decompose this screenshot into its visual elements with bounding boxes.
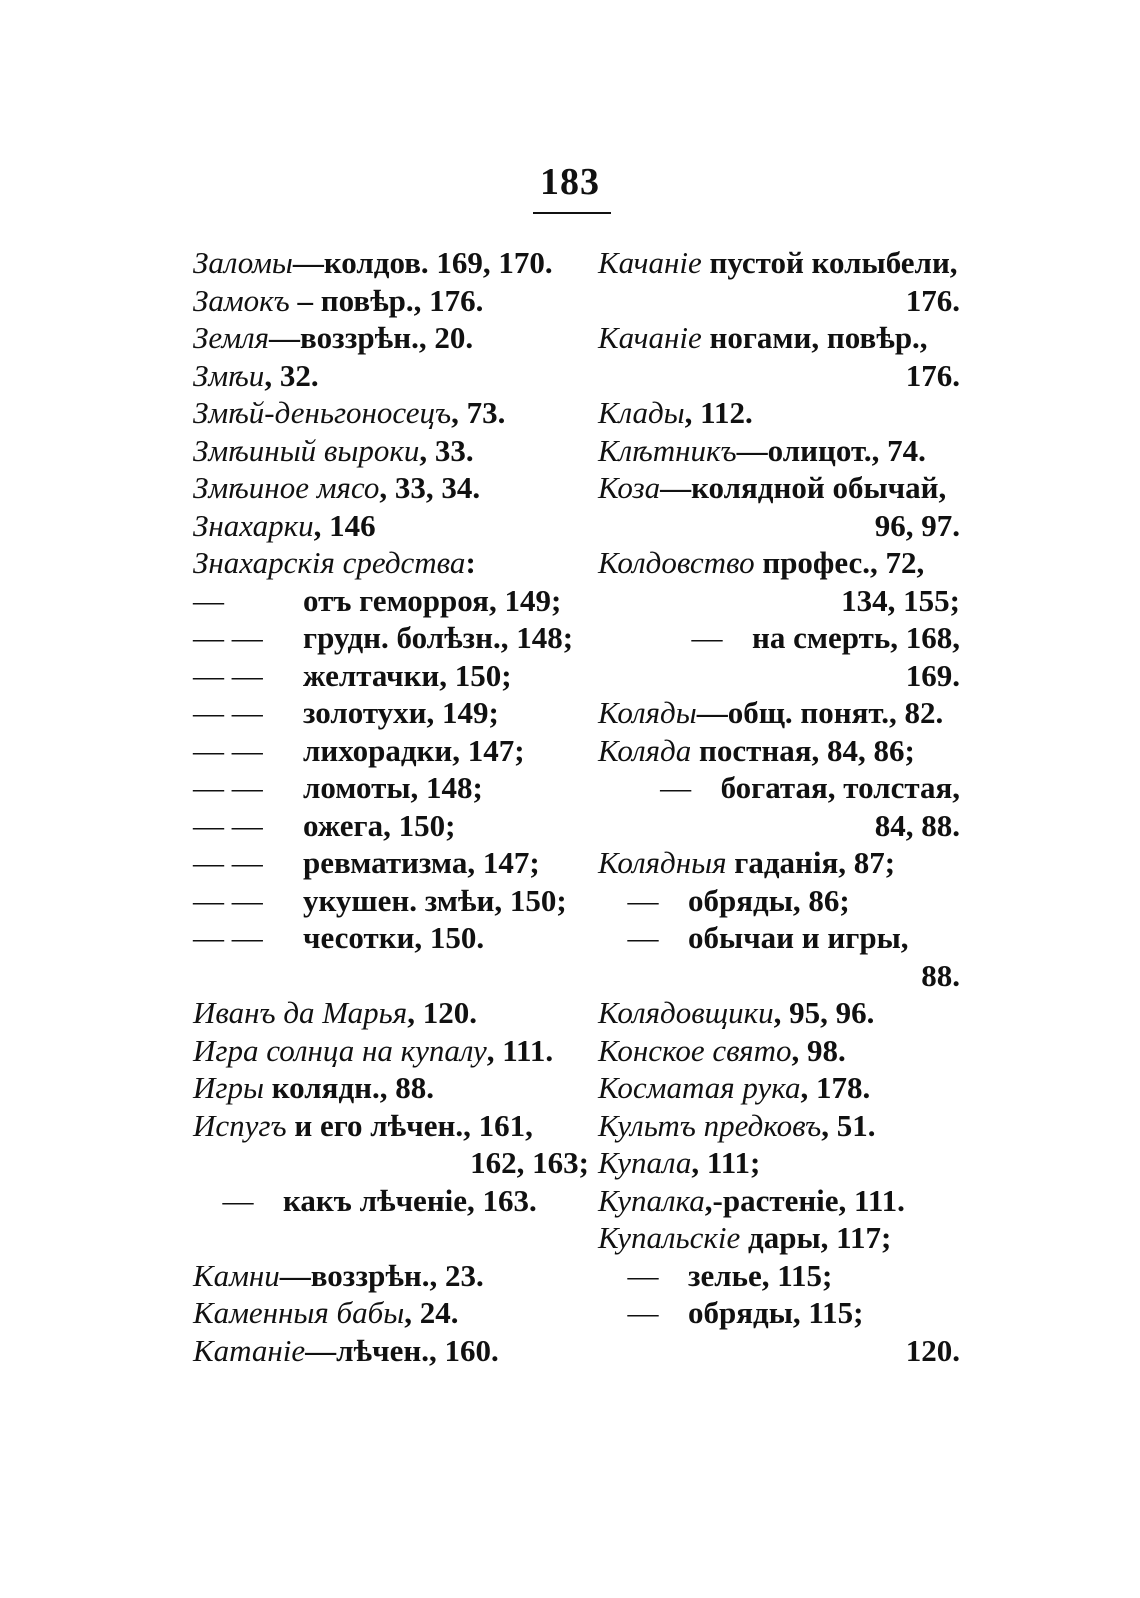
index-subentry: — на смерть, 168,: [691, 620, 960, 655]
index-subentry: — какъ лѣченіе, 163.: [222, 1182, 537, 1218]
index-entry: Игры колядн., 88.: [193, 1070, 434, 1105]
index-entry: Иванъ да Марья, 120.: [193, 995, 477, 1030]
index-column-left: [193, 244, 589, 1369]
spacer: [193, 1219, 589, 1257]
index-continuation: 134, 155;: [841, 582, 960, 618]
index-entry: Знахарскія средства:: [193, 545, 476, 580]
index-entry: Змѣиный выроки, 33.: [193, 432, 474, 468]
index-entry: Колядовщики, 95, 96.: [598, 995, 875, 1030]
index-subentry: — обычаи и игры,: [627, 920, 909, 955]
index-subentry: — — грудн. болѣзн., 148;: [193, 620, 574, 655]
index-subentry: — обряды, 86;: [627, 882, 850, 918]
index-entry: Камни—воззрѣн., 23.: [193, 1257, 484, 1293]
index-entry: Конское свято, 98.: [598, 1032, 846, 1068]
index-entry: Катаніе—лѣчен., 160.: [193, 1332, 499, 1368]
index-entry: Коляда постная, 84, 86;: [598, 732, 915, 768]
index-entry: Клады, 112.: [598, 395, 753, 430]
index-entry: Культъ предковъ, 51.: [598, 1107, 876, 1143]
index-entry: Змѣиное мясо, 33, 34.: [193, 470, 481, 505]
index-subentry: — богатая, толстая,: [660, 770, 960, 805]
index-column-right: [598, 244, 960, 1369]
index-subentry: — — ожега, 150;: [193, 807, 456, 843]
index-subentry: — — золотухи, 149;: [193, 695, 499, 730]
index-entry: Косматая рука, 178.: [598, 1070, 871, 1105]
index-continuation: 84, 88.: [874, 807, 960, 843]
index-entry: Знахарки, 146: [193, 507, 376, 543]
index-entry: Колдовство профес., 72,: [598, 545, 925, 580]
index-subentry: — — ревматизма, 147;: [193, 845, 540, 880]
index-entry: Коляды—общ. понят., 82.: [598, 695, 944, 730]
index-continuation: 176.: [905, 357, 960, 393]
index-entry: Качаніе ногами, повѣр.,: [598, 320, 928, 355]
index-entry: Колядныя гаданія, 87;: [598, 845, 896, 880]
index-entry: Земля—воззрѣн., 20.: [193, 320, 474, 355]
spacer: [193, 957, 589, 995]
index-entry: Купальскіе дары, 117;: [598, 1220, 892, 1255]
index-entry: Испугъ и его лѣчен., 161,: [193, 1107, 533, 1143]
index-subentry: — — лихорадки, 147;: [193, 732, 525, 768]
index-entry: Качаніе пустой колыбели,: [598, 245, 958, 280]
index-entry: Каменныя бабы, 24.: [193, 1295, 459, 1330]
index-subentry: — обряды, 115;: [627, 1295, 864, 1330]
index-continuation: 176.: [905, 282, 960, 318]
index-subentry: — — желтачки, 150;: [193, 657, 512, 693]
index-continuation: 162, 163;: [470, 1145, 589, 1180]
index-subentry: — отъ геморроя, 149;: [193, 582, 562, 618]
index-continuation: 88.: [921, 957, 960, 993]
index-subentry: — — ломоты, 148;: [193, 770, 483, 805]
index-entry: Змѣи, 32.: [193, 357, 319, 393]
index-subentry: — зелье, 115;: [627, 1257, 833, 1293]
index-entry: Клѣтникъ—олицот., 74.: [598, 432, 926, 468]
page-number: 183: [540, 161, 600, 203]
index-entry: Замокъ – повѣр., 176.: [193, 282, 484, 318]
index-entry: Заломы—колдов. 169, 170.: [193, 245, 553, 280]
index-continuation: 96, 97.: [874, 507, 960, 543]
index-entry: Змѣй-деньгоносецъ, 73.: [193, 395, 506, 430]
index-continuation: 120.: [905, 1332, 960, 1368]
index-continuation: 169.: [905, 657, 960, 693]
index-entry: Купала, 111;: [598, 1145, 761, 1180]
index-entry: Коза—колядной обычай,: [598, 470, 947, 505]
index-subentry: — — укушен. змѣи, 150;: [193, 882, 567, 918]
index-entry: Купалка,-растеніе, 111.: [598, 1182, 905, 1218]
page-number-rule: [533, 212, 611, 214]
index-subentry: — — чесотки, 150.: [193, 920, 485, 955]
index-entry: Игра солнца на купалу, 111.: [193, 1032, 554, 1068]
